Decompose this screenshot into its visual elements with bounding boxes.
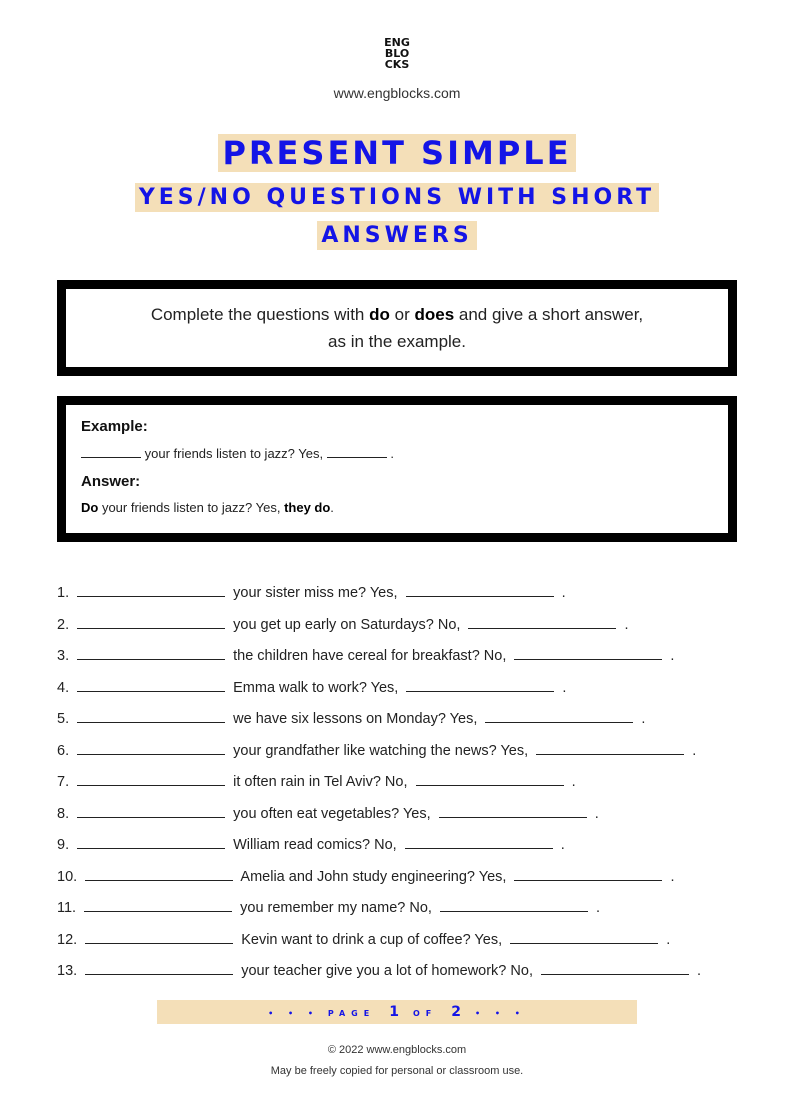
exercise-end: . xyxy=(562,679,567,696)
answer-blank-short[interactable] xyxy=(536,738,684,755)
answer-blank-short[interactable] xyxy=(514,864,662,881)
answer-text: your friends listen to jazz? Yes, xyxy=(98,500,285,515)
exercise-end: . xyxy=(666,931,671,948)
exercise-text: your sister miss me? Yes, xyxy=(233,585,398,601)
exercise-item xyxy=(57,895,747,927)
example-heading: Example: xyxy=(81,418,148,435)
instruction-text-2: or xyxy=(389,305,415,324)
example-blank-2[interactable] xyxy=(327,443,387,458)
exercise-text: your grandfather like watching the news? Yes, xyxy=(233,742,529,759)
instruction-bold-does: does xyxy=(414,305,455,324)
answer-blank-short[interactable] xyxy=(406,580,554,597)
answer-blank-do[interactable] xyxy=(77,769,225,786)
answer-blank-short[interactable] xyxy=(485,706,633,723)
exercise-item xyxy=(57,675,747,707)
answer-blank-do[interactable] xyxy=(77,612,225,629)
exercise-end: . xyxy=(641,711,646,727)
site-url: www.engblocks.com xyxy=(333,85,461,101)
exercise-number: 3. xyxy=(57,648,70,664)
exercise-number: 8. xyxy=(57,805,70,822)
exercise-end: . xyxy=(670,648,675,664)
exercise-end: . xyxy=(670,868,675,885)
instruction-line-2: as in the example. xyxy=(328,332,466,351)
exercise-end: . xyxy=(594,805,599,822)
answer-bold-they-do: they do xyxy=(284,500,331,515)
answer-blank-do[interactable] xyxy=(77,643,225,660)
exercise-text: we have six lessons on Monday? Yes, xyxy=(233,711,478,727)
answer-blank-do[interactable] xyxy=(84,895,232,912)
example-question xyxy=(81,443,713,463)
logo-line-1: ENG xyxy=(384,36,410,49)
page-title: PRESENT SIMPLE xyxy=(218,134,575,172)
page-subtitle: YES/NO QUESTIONS WITH SHORT ANSWERS xyxy=(135,183,659,250)
exercise-end: . xyxy=(571,774,576,790)
exercise-text: it often rain in Tel Aviv? No, xyxy=(233,774,408,790)
instruction-line-1 xyxy=(66,301,728,328)
exercise-item xyxy=(57,958,747,990)
example-blank-1[interactable] xyxy=(81,443,141,458)
answer-blank-do[interactable] xyxy=(85,927,233,944)
exercise-number: 13. xyxy=(57,963,78,979)
footer-note: May be freely copied for personal or classroom use. xyxy=(270,1065,524,1077)
exercise-number: 7. xyxy=(57,774,70,790)
exercise-number: 12. xyxy=(57,931,78,948)
answer-blank-short[interactable] xyxy=(510,927,658,944)
page-current: 1 xyxy=(389,1004,399,1020)
exercise-number: 6. xyxy=(57,742,70,759)
answer-blank-short[interactable] xyxy=(439,801,587,818)
exercise-item xyxy=(57,580,747,612)
answer-blank-short[interactable] xyxy=(440,895,588,912)
engblocks-logo xyxy=(0,37,794,70)
exercise-number: 9. xyxy=(57,837,70,853)
exercise-item xyxy=(57,706,747,738)
exercise-item xyxy=(57,612,747,644)
exercise-number: 5. xyxy=(57,711,70,727)
title-wrap xyxy=(0,134,794,172)
exercise-text: William read comics? No, xyxy=(233,837,397,853)
answer-blank-do[interactable] xyxy=(77,738,225,755)
exercise-text: the children have cereal for breakfast? No, xyxy=(233,648,507,664)
logo-line-3: CKS xyxy=(384,58,410,71)
exercise-text: your teacher give you a lot of homework? No, xyxy=(241,963,533,979)
exercise-end: . xyxy=(560,837,565,853)
page-of-label: OF xyxy=(412,1009,438,1018)
page-total: 2 xyxy=(451,1004,461,1020)
example-box xyxy=(57,396,737,542)
answer-blank-do[interactable] xyxy=(77,706,225,723)
exercise-text: Kevin want to drink a cup of coffee? Yes, xyxy=(241,931,503,948)
exercise-item xyxy=(57,738,747,770)
exercise-number: 4. xyxy=(57,679,70,696)
exercise-text: Emma walk to work? Yes, xyxy=(233,679,399,696)
page-dots-left: • • • xyxy=(268,1009,320,1018)
answer-blank-short[interactable] xyxy=(406,675,554,692)
exercise-text: Amelia and John study engineering? Yes, xyxy=(240,868,507,885)
answer-blank-short[interactable] xyxy=(541,958,689,975)
exercise-number: 11. xyxy=(57,900,77,916)
exercise-text: you often eat vegetables? Yes, xyxy=(233,805,431,822)
answer-blank-short[interactable] xyxy=(514,643,662,660)
exercise-end: . xyxy=(697,963,702,979)
answer-end: . xyxy=(330,500,334,515)
exercise-item xyxy=(57,864,747,896)
exercise-item xyxy=(57,769,747,801)
answer-blank-do[interactable] xyxy=(85,864,233,881)
exercise-end: . xyxy=(692,742,697,759)
answer-bold-do: Do xyxy=(81,500,99,515)
exercise-number: 1. xyxy=(57,585,70,601)
example-question-end: . xyxy=(386,446,394,461)
exercise-text: you remember my name? No, xyxy=(240,900,432,916)
example-question-text: your friends listen to jazz? Yes, xyxy=(141,446,327,461)
page-indicator xyxy=(157,1000,637,1024)
answer-blank-do[interactable] xyxy=(77,801,225,818)
answer-blank-short[interactable] xyxy=(468,612,616,629)
example-answer xyxy=(81,498,713,518)
answer-blank-do[interactable] xyxy=(77,580,225,597)
exercise-list xyxy=(57,580,747,990)
answer-blank-do[interactable] xyxy=(77,832,225,849)
exercise-number: 10. xyxy=(57,868,78,885)
instruction-text-1: Complete the questions with xyxy=(150,305,370,324)
exercise-end: . xyxy=(624,616,629,633)
logo-line-2: BLO xyxy=(384,47,410,60)
page-dots-right: • • • xyxy=(474,1009,526,1018)
subtitle-wrap xyxy=(110,180,684,256)
answer-heading: Answer: xyxy=(81,473,141,490)
exercise-item xyxy=(57,927,747,959)
answer-blank-do[interactable] xyxy=(85,958,233,975)
answer-blank-short[interactable] xyxy=(416,769,564,786)
page-label: PAGE xyxy=(327,1009,376,1018)
answer-blank-do[interactable] xyxy=(77,675,225,692)
exercise-item xyxy=(57,832,747,864)
exercise-end: . xyxy=(595,900,601,916)
exercise-number: 2. xyxy=(57,616,70,633)
instruction-bold-do: do xyxy=(369,305,390,324)
exercise-end: . xyxy=(561,585,566,601)
exercise-text: you get up early on Saturdays? No, xyxy=(233,616,461,633)
footer-copyright: © 2022 www.engblocks.com xyxy=(327,1044,467,1056)
instruction-text-3: and give a short answer, xyxy=(454,305,644,324)
answer-blank-short[interactable] xyxy=(405,832,553,849)
exercise-item xyxy=(57,801,747,833)
exercise-item xyxy=(57,643,747,675)
instruction-box xyxy=(57,280,737,376)
